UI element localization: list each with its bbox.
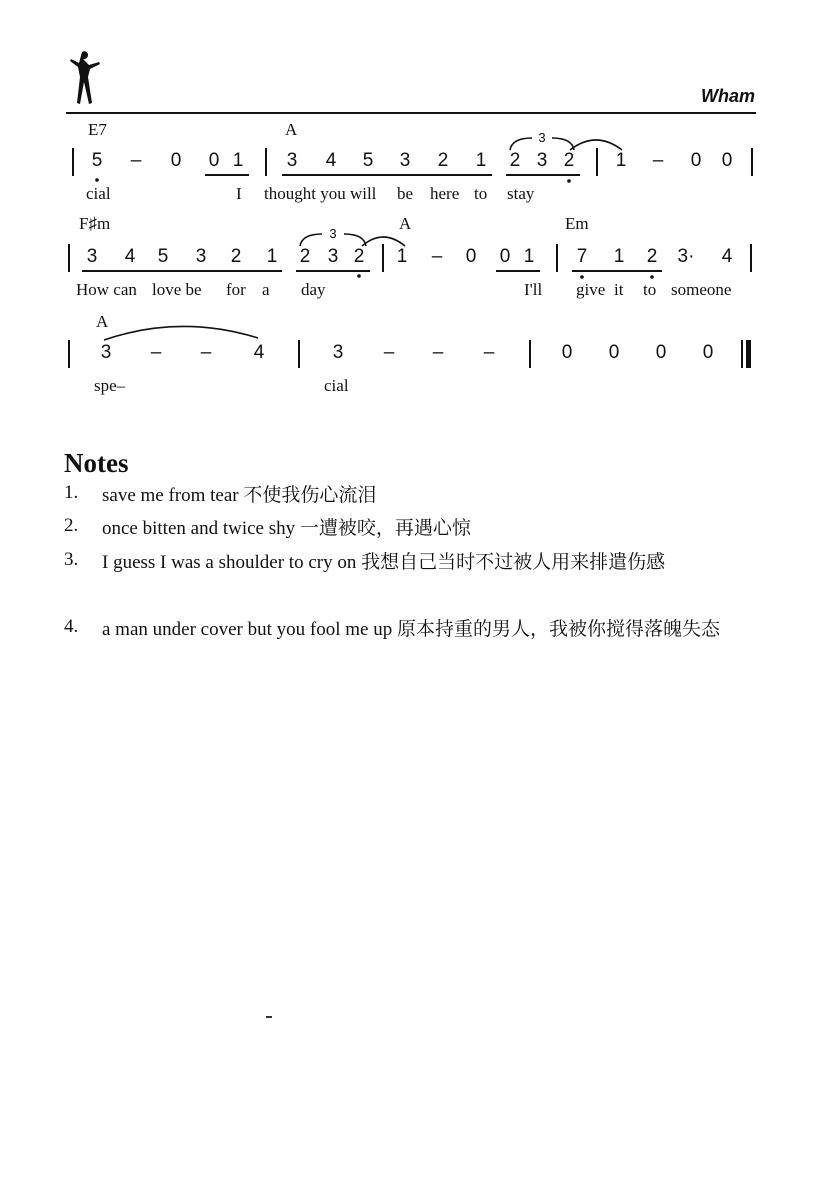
note: – bbox=[383, 342, 395, 363]
note-english: once bitten and twice shy bbox=[102, 518, 296, 539]
note: 3 bbox=[195, 246, 207, 267]
lyric: cial bbox=[86, 184, 111, 203]
note: 0 bbox=[721, 150, 733, 171]
lyric: someone bbox=[671, 280, 732, 299]
tuplet-bracket bbox=[510, 138, 574, 150]
note-chinese: 我想自己当时不过被人用来排遣伤感 bbox=[361, 552, 666, 573]
note: 1 bbox=[613, 246, 625, 267]
note-number: 2. bbox=[64, 515, 79, 536]
note: 3 bbox=[399, 150, 411, 171]
note: 0 bbox=[208, 150, 220, 171]
note: – bbox=[150, 342, 162, 363]
tuplet-number: 3 bbox=[329, 226, 337, 241]
lyric: a bbox=[262, 280, 270, 299]
note: 2 bbox=[509, 150, 521, 171]
note: – bbox=[200, 342, 212, 363]
note-number: 3. bbox=[64, 549, 79, 570]
note-number: 1. bbox=[64, 482, 79, 503]
note: 0 bbox=[702, 342, 714, 363]
note-item bbox=[102, 546, 752, 579]
lyric: How can bbox=[76, 280, 137, 299]
note: 1 bbox=[615, 150, 627, 171]
note: 0 bbox=[465, 246, 477, 267]
chord-symbol: E7 bbox=[88, 120, 107, 139]
note: 2 bbox=[299, 246, 311, 267]
note-chinese: 原本持重的男人，我被你搅得落魄失态 bbox=[396, 619, 720, 640]
note: 3 bbox=[86, 246, 98, 267]
chord-symbol: Em bbox=[565, 214, 589, 233]
octave-dot bbox=[650, 275, 654, 279]
note: 1 bbox=[232, 150, 244, 171]
note-english: I guess I was a shoulder to cry on bbox=[102, 552, 357, 573]
score-ornaments bbox=[0, 0, 822, 420]
note: 0 bbox=[170, 150, 182, 171]
note-english: save me from tear bbox=[102, 485, 239, 506]
note-chinese: 一遭被咬，再遇心惊 bbox=[299, 518, 471, 539]
note: 0 bbox=[655, 342, 667, 363]
note: 1 bbox=[266, 246, 278, 267]
note: – bbox=[652, 150, 664, 171]
lyric: for bbox=[226, 280, 246, 299]
note: – bbox=[130, 150, 142, 171]
note-item bbox=[102, 613, 752, 646]
note: 3· bbox=[677, 246, 695, 267]
note: – bbox=[483, 342, 495, 363]
note: 4 bbox=[721, 246, 733, 267]
lyric: cial bbox=[324, 376, 349, 395]
tuplet-number: 3 bbox=[538, 130, 546, 145]
lyric: day bbox=[301, 280, 326, 299]
lyric: love be bbox=[152, 280, 202, 299]
slur bbox=[362, 237, 405, 246]
note-item bbox=[102, 512, 752, 545]
chord-symbol: F♯m bbox=[79, 214, 111, 233]
note: – bbox=[432, 342, 444, 363]
note: 2 bbox=[563, 150, 575, 171]
lyric: be bbox=[397, 184, 414, 203]
note-item bbox=[102, 479, 752, 512]
note: 1 bbox=[523, 246, 535, 267]
note: 4 bbox=[253, 342, 265, 363]
note-english: a man under cover but you fool me up bbox=[102, 619, 393, 640]
note: 5 bbox=[91, 150, 103, 171]
note: 7 bbox=[576, 246, 588, 267]
chord-symbol: A bbox=[96, 312, 109, 331]
slur bbox=[104, 326, 258, 340]
lyric: thought you will bbox=[264, 184, 377, 203]
note: 4 bbox=[325, 150, 337, 171]
note: 0 bbox=[499, 246, 511, 267]
note: 5 bbox=[362, 150, 374, 171]
note: 1 bbox=[396, 246, 408, 267]
note: – bbox=[431, 246, 443, 267]
lyric: to bbox=[474, 184, 488, 203]
chord-symbol: A bbox=[399, 214, 412, 233]
lyric: stay bbox=[507, 184, 535, 203]
scan-artifact bbox=[266, 1016, 272, 1018]
note-number: 4. bbox=[64, 616, 79, 637]
note: 3 bbox=[327, 246, 339, 267]
lyric: give bbox=[576, 280, 606, 299]
note: 5 bbox=[157, 246, 169, 267]
note: 3 bbox=[286, 150, 298, 171]
lyric: I bbox=[236, 184, 242, 203]
octave-dot bbox=[95, 178, 99, 182]
note: 1 bbox=[475, 150, 487, 171]
chord-symbol: A bbox=[285, 120, 298, 139]
tuplet-bracket bbox=[300, 234, 366, 246]
note: 3 bbox=[100, 342, 112, 363]
octave-dot bbox=[580, 275, 584, 279]
note: 2 bbox=[437, 150, 449, 171]
note: 0 bbox=[561, 342, 573, 363]
note: 0 bbox=[608, 342, 620, 363]
octave-dot bbox=[567, 179, 571, 183]
note: 3 bbox=[536, 150, 548, 171]
note: 2 bbox=[230, 246, 242, 267]
notes-heading: Notes bbox=[64, 448, 129, 478]
lyric: spe– bbox=[94, 376, 126, 395]
lyric: to bbox=[643, 280, 657, 299]
octave-dot bbox=[357, 274, 361, 278]
note: 2 bbox=[646, 246, 658, 267]
slur bbox=[570, 140, 622, 150]
note: 3 bbox=[332, 342, 344, 363]
note: 4 bbox=[124, 246, 136, 267]
note: 2 bbox=[353, 246, 365, 267]
artist-name: Wham bbox=[701, 86, 755, 106]
lyric: I'll bbox=[524, 280, 543, 299]
lyric: it bbox=[614, 280, 624, 299]
note: 0 bbox=[690, 150, 702, 171]
note-chinese: 不使我伤心流泪 bbox=[243, 485, 377, 506]
lyric: here bbox=[430, 184, 460, 203]
